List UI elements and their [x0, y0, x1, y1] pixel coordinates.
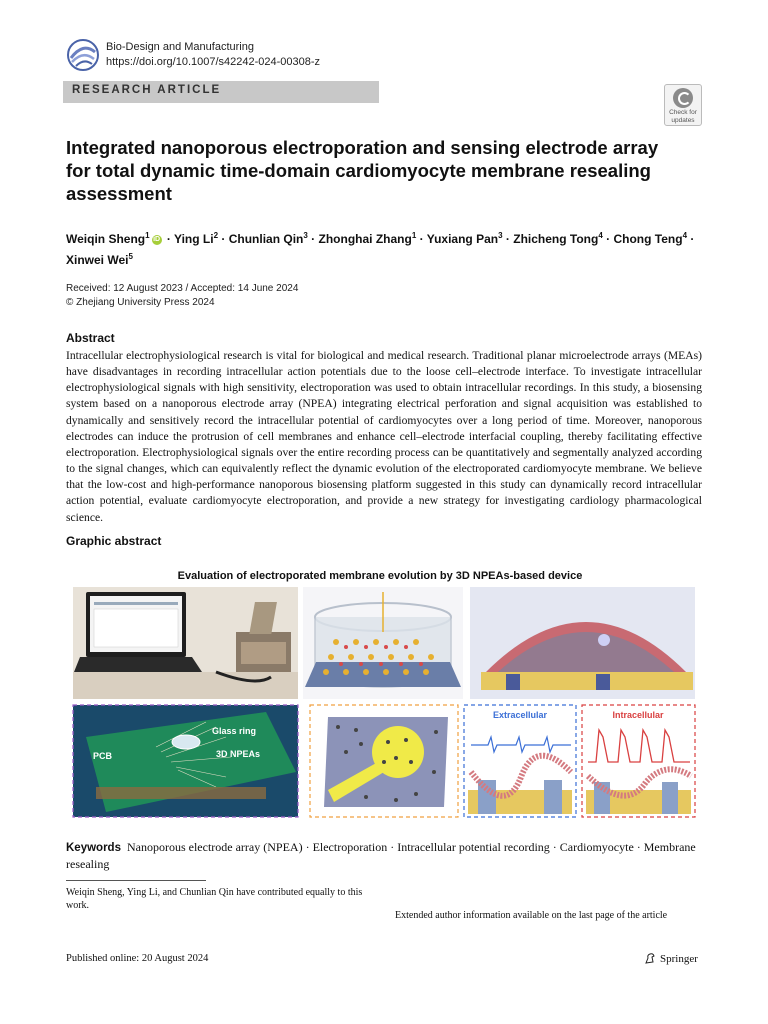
- author-affiliation: 4: [598, 231, 603, 240]
- figure-title: Evaluation of electroporated membrane evolution by 3D NPEAs-based device: [177, 570, 583, 582]
- cell-dome-render: [470, 587, 695, 699]
- author-name[interactable]: Zhonghai Zhang: [318, 232, 412, 246]
- footnote-divider: [66, 880, 206, 881]
- author-affiliation: 3: [498, 231, 503, 240]
- equal-contribution-footnote: Weiqin Sheng, Ying Li, and Chunlian Qin have contributed equally to this work.: [66, 887, 363, 911]
- author-affiliation: 4: [682, 231, 688, 240]
- intracellular-panel: [582, 705, 695, 817]
- extracellular-panel: [464, 705, 576, 817]
- author-name[interactable]: Zhicheng Tong: [513, 232, 599, 246]
- article-title: Integrated nanoporous electroporation and sensing electrode array for total dynamic time-domain cardiomyocyte membrane resealing assessment: [66, 137, 659, 204]
- springer-horse-icon: [644, 952, 656, 964]
- publisher-name: Springer: [660, 953, 698, 965]
- label-npeas: 3D NPEAs: [216, 749, 261, 759]
- received-accepted-dates: Received: 12 August 2023 / Accepted: 14 June 2024: [66, 283, 299, 294]
- author-affiliation: 3: [303, 231, 308, 240]
- laptop-photo: [73, 587, 298, 699]
- author-name[interactable]: Chunlian Qin: [228, 232, 304, 246]
- extended-author-info: Extended author information available on the last page of the article: [395, 910, 668, 921]
- published-date: Published online: 20 August 2024: [66, 953, 209, 964]
- graphic-abstract-heading: Graphic abstract: [66, 534, 162, 548]
- author-name[interactable]: Ying Li: [174, 232, 214, 246]
- author-affiliation: 1: [411, 231, 417, 240]
- author-affiliation: 5: [128, 252, 133, 261]
- journal-logo: [66, 38, 100, 72]
- keywords-list: Nanoporous electrode array (NPEA) · Electroporation · Intracellular potential recording · Cardiomyocyte · Membrane resealing: [66, 840, 696, 871]
- graphic-abstract-figure: [66, 562, 702, 822]
- check-updates-text-1: Check for: [669, 109, 697, 116]
- author-list: Weiqin Sheng$^1$ iD · Ying $Li^2$ · Chunlian Qin$^3$ · Zhonghai Zhang$^1$ · Yuxiang Pan$^3$ · Zhicheng Tong$^4$ · Chong Teng$^4$ · Xinwei Wei$^5$: [66, 231, 695, 267]
- publisher-mark: [644, 952, 698, 965]
- pcb-photo: [73, 705, 298, 817]
- author-affiliation: 2: [213, 231, 219, 240]
- label-glass-ring: Glass ring: [212, 726, 257, 736]
- author-name[interactable]: Yuxiang Pan: [426, 232, 499, 246]
- article-type-label: RESEARCH ARTICLE: [72, 84, 222, 96]
- check-updates-icon: [673, 88, 693, 108]
- author-affiliation: 1: [145, 231, 150, 240]
- copyright-notice: © Zhejiang University Press 2024: [66, 297, 215, 308]
- device-3d-render: [303, 587, 463, 699]
- label-intracellular: Intracellular: [612, 710, 664, 720]
- journal-name: Bio-Design and Manufacturing: [106, 41, 254, 53]
- keywords: [66, 839, 702, 872]
- author-name[interactable]: Weiqin Sheng: [66, 232, 146, 246]
- electrode-closeup: [310, 705, 458, 817]
- author-name[interactable]: Chong Teng: [613, 232, 683, 246]
- doi-link[interactable]: https://doi.org/10.1007/s42242-024-00308-z: [106, 56, 321, 68]
- author-name[interactable]: Xinwei Wei: [66, 253, 129, 267]
- abstract-text: Intracellular electrophysiological research is vital for biological and medical research. Traditional planar microelectrode arrays (MEAs) have disadvantages in recording intracellular action potentials due to the loose cell–electrode interface. To investigate intracellular electrophysiological signals with high sensitivity, electroporation was used to obtain intracellular recordings. In this study, a biosensing system based on a nanoporous electrode array (NPEA) integrating electrical perforation and signal acquisition was established to dynamically and sensitively record the intracellular potential of cardiomyocytes over a long period of time. Moreover, nanoporous electrodes can induce the protrusion of cell membranes and enhance cell–electrode interfacial coupling, thereby facilitating effective electroporation. Electrophysiological signals over the entire recording process can be quantitatively and segmentally analyzed according to the signal changes, which can equivalently reflect the dynamic evolution of the electroporated cardiomyocyte membrane. We believe that the low-cost and high-performance nanoporous biosensing platform suggested in this study can dynamically record intracellular action potential, evaluate cardiomyocyte electroporation, and provide a new strategy for investigating cardiology pharmacological science.: [66, 349, 702, 524]
- check-for-updates-badge[interactable]: [664, 84, 702, 126]
- orcid-icon[interactable]: iD: [153, 235, 161, 243]
- abstract-heading: Abstract: [66, 331, 115, 345]
- check-updates-text-2: updates: [671, 117, 695, 124]
- keywords-label: Keywords: [66, 842, 121, 854]
- label-pcb: PCB: [93, 751, 113, 761]
- label-extracellular: Extracellular: [492, 710, 548, 720]
